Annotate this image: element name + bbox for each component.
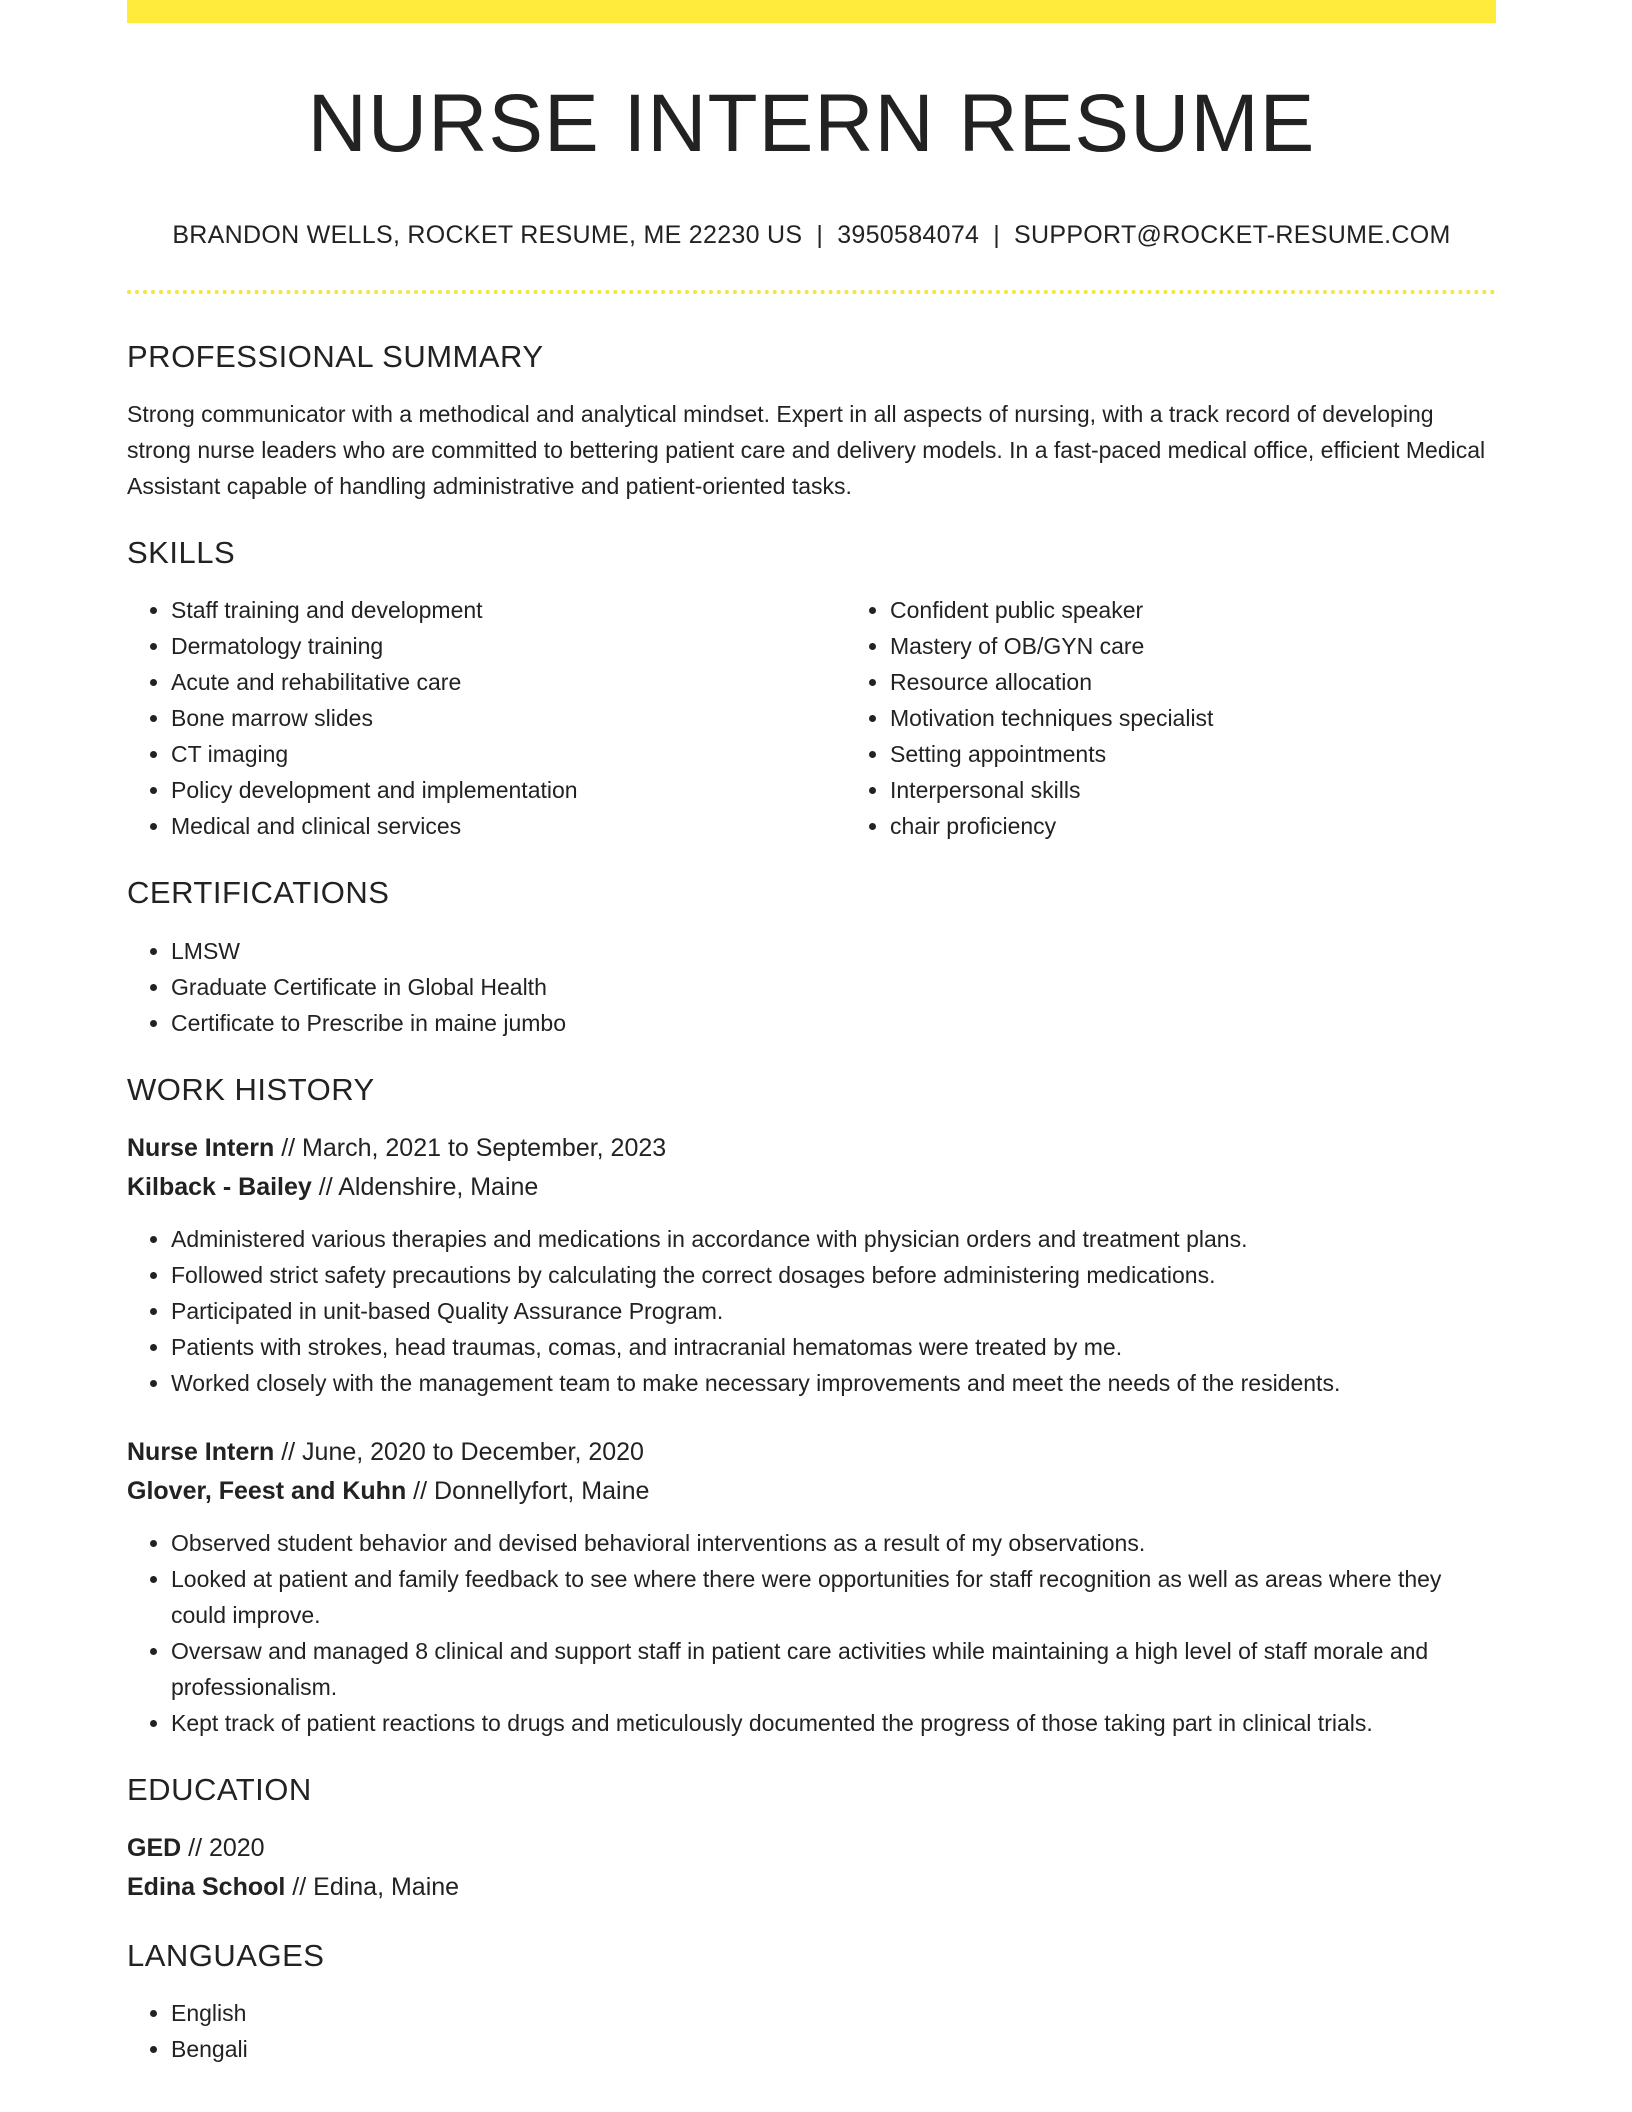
job-entry	[127, 1433, 1496, 1741]
job-title: Nurse Intern	[127, 1437, 275, 1466]
summary-heading: PROFESSIONAL SUMMARY	[127, 339, 544, 374]
contact-address: BRANDON WELLS, ROCKET RESUME, ME 22230 US	[172, 221, 803, 249]
education-school-line	[127, 1868, 1496, 1907]
language-item: • Bengali	[171, 2031, 1496, 2067]
job-title-line	[127, 1433, 1496, 1472]
certifications-list	[127, 933, 1496, 1041]
skill-item: • Bone marrow slides	[171, 700, 846, 736]
resume-title: NURSE INTERN RESUME	[307, 78, 1316, 169]
languages-heading: LANGUAGES	[127, 1937, 325, 1973]
skill-item: • Policy development and implementation	[171, 772, 846, 808]
job-duty-item: • Administered various therapies and medications in accordance with physician orders and treatment plans.	[171, 1221, 1496, 1257]
job-location: // Aldenshire, Maine	[311, 1172, 539, 1201]
job-duties-list	[127, 1221, 1496, 1401]
certification-item: • Certificate to Prescribe in maine jumbo	[171, 1005, 1496, 1041]
contact-separator: |	[816, 221, 824, 249]
job-duties-list	[127, 1525, 1496, 1741]
skill-item: • Staff training and development	[171, 592, 846, 628]
education-heading: EDUCATION	[127, 1771, 312, 1807]
skill-item: • Medical and clinical services	[171, 808, 846, 844]
skill-item: • chair proficiency	[890, 808, 1565, 844]
education-degree: GED	[127, 1833, 182, 1862]
education-school: Edina School	[127, 1872, 286, 1901]
education-degree-line	[127, 1829, 1496, 1868]
contact-line	[127, 220, 1496, 250]
job-duty-item: • Patients with strokes, head traumas, comas, and intracranial hematomas were treated by me.	[171, 1329, 1496, 1365]
skill-item: • Interpersonal skills	[890, 772, 1565, 808]
job-title: Nurse Intern	[127, 1133, 275, 1162]
job-location: // Donnellyfort, Maine	[406, 1476, 650, 1505]
job-company: Glover, Feest and Kuhn	[127, 1476, 407, 1505]
education-year: // 2020	[181, 1833, 265, 1862]
job-duty-item: • Looked at patient and family feedback to see where there were opportunities for staff recognition as well as areas where they could improve.	[171, 1561, 1496, 1633]
contact-email: SUPPORT@ROCKET-RESUME.COM	[1014, 221, 1451, 249]
job-dates: // June, 2020 to December, 2020	[274, 1437, 644, 1466]
job-company-line	[127, 1472, 1496, 1511]
header-divider	[127, 290, 1496, 294]
job-company-line	[127, 1168, 1496, 1207]
certification-item: • Graduate Certificate in Global Health	[171, 969, 1496, 1005]
job-entry	[127, 1129, 1496, 1401]
skills-list-right	[846, 592, 1565, 844]
skill-item: • Resource allocation	[890, 664, 1565, 700]
skill-item: • Dermatology training	[171, 628, 846, 664]
job-duty-item: • Observed student behavior and devised behavioral interventions as a result of my observations.	[171, 1525, 1496, 1561]
job-duty-item: • Kept track of patient reactions to drugs and meticulously documented the progress of those taking part in clinical trials.	[171, 1705, 1496, 1741]
contact-separator: |	[993, 221, 1001, 249]
certifications-heading: CERTIFICATIONS	[127, 875, 390, 911]
contact-phone: 3950584074	[837, 221, 980, 249]
skills-columns	[127, 592, 1496, 844]
job-company: Kilback - Bailey	[127, 1172, 312, 1201]
job-duty-item: • Participated in unit-based Quality Assurance Program.	[171, 1293, 1496, 1329]
work-history-heading: WORK HISTORY	[127, 1071, 375, 1107]
job-duty-item: • Followed strict safety precautions by calculating the correct dosages before administering medications.	[171, 1257, 1496, 1293]
skill-item: • Acute and rehabilitative care	[171, 664, 846, 700]
skill-item: • Mastery of OB/GYN care	[890, 628, 1565, 664]
language-item: • English	[171, 1995, 1496, 2031]
resume-page	[127, 0, 1496, 2067]
top-accent-bar	[127, 0, 1496, 23]
education-location: // Edina, Maine	[285, 1872, 460, 1901]
skill-item: • Motivation techniques specialist	[890, 700, 1565, 736]
certification-item: • LMSW	[171, 933, 1496, 969]
job-dates: // March, 2021 to September, 2023	[274, 1133, 667, 1162]
education-entry	[127, 1829, 1496, 1907]
skills-list-left	[127, 592, 846, 844]
summary-text: Strong communicator with a methodical and analytical mindset. Expert in all aspects of nursing, with a track record of developing strong nurse leaders who are committed to bettering patient care and delivery models. In a fast-paced medical office, efficient Medical Assistant capable of handling administrative and patient-oriented tasks.	[127, 401, 1486, 500]
skill-item: • Confident public speaker	[890, 592, 1565, 628]
job-title-line	[127, 1129, 1496, 1168]
job-duty-item: • Worked closely with the management team to make necessary improvements and meet the needs of the residents.	[171, 1365, 1496, 1401]
job-duty-item: • Oversaw and managed 8 clinical and support staff in patient care activities while maintaining a high level of staff morale and professionalism.	[171, 1633, 1496, 1705]
skill-item: • Setting appointments	[890, 736, 1565, 772]
skill-item: • CT imaging	[171, 736, 846, 772]
languages-list	[127, 1995, 1496, 2067]
skills-heading: SKILLS	[127, 535, 236, 571]
